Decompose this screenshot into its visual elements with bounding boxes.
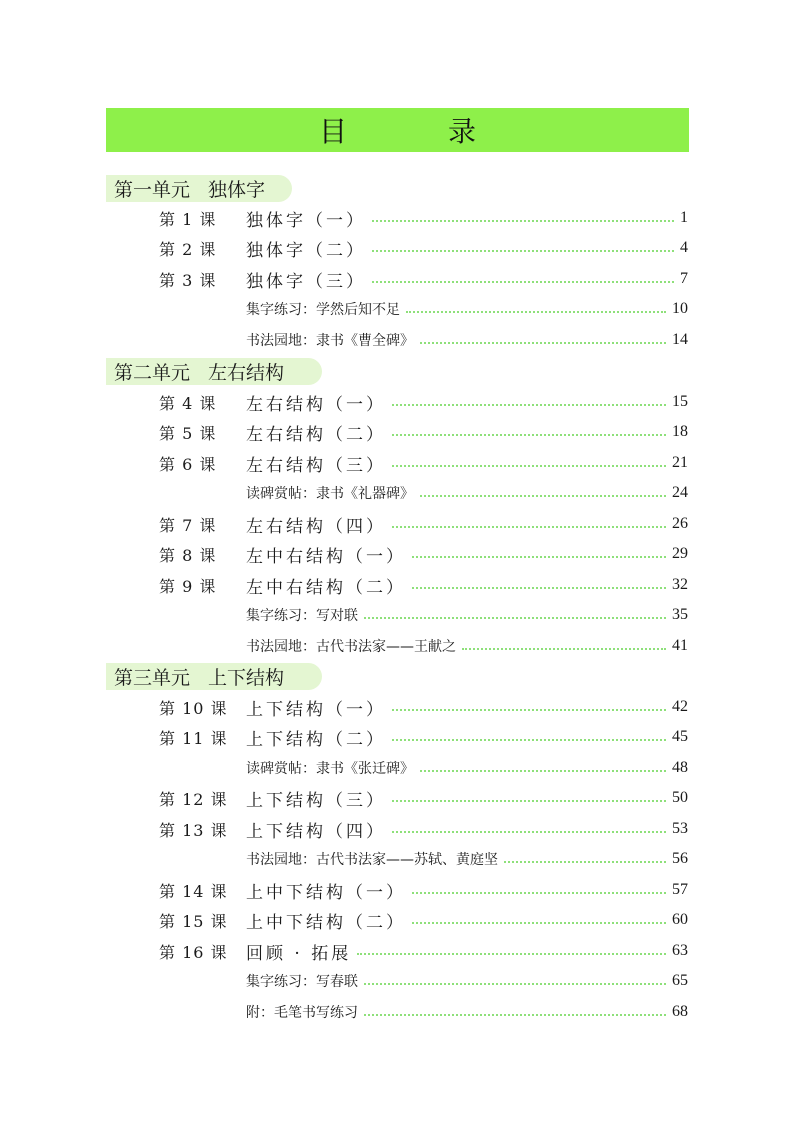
page-number: 48: [672, 759, 688, 776]
dot-leader: [412, 892, 666, 894]
lesson-number: 第 16 课: [159, 942, 228, 962]
toc-entry[interactable]: [0, 327, 800, 353]
dot-leader: [364, 983, 666, 985]
dot-leader: [420, 770, 666, 772]
page-title: 目 录: [319, 115, 522, 148]
toc-entry[interactable]: [0, 938, 800, 964]
toc-entry[interactable]: [0, 511, 800, 537]
lesson-number: 第 8 课: [159, 545, 217, 565]
toc-title-bar: [106, 108, 689, 152]
lesson-number: 第 9 课: [159, 576, 217, 596]
lesson-number: 第 4 课: [159, 393, 217, 413]
dot-leader: [420, 342, 666, 344]
lesson-title: 左右结构（一）: [246, 394, 386, 415]
page-number: 56: [672, 850, 688, 867]
section-title: 书法园地：古代书法家——苏轼、黄庭坚: [246, 852, 498, 868]
page-number: 1: [680, 209, 688, 226]
lesson-title: 回顾 · 拓展: [246, 943, 352, 964]
lesson-title: 上下结构（四）: [246, 821, 386, 842]
page-number: 32: [672, 576, 688, 593]
toc-entry[interactable]: [0, 205, 800, 231]
lesson-number: 第 3 课: [159, 270, 217, 290]
dot-leader: [412, 587, 666, 589]
toc-entry[interactable]: [0, 877, 800, 903]
dot-leader: [406, 311, 666, 313]
dot-leader: [462, 648, 666, 650]
page-number: 50: [672, 789, 688, 806]
page-number: 15: [672, 393, 688, 410]
lesson-number: 第 7 课: [159, 515, 217, 535]
dot-leader: [372, 281, 674, 283]
toc-entry[interactable]: [0, 907, 800, 933]
dot-leader: [392, 800, 666, 802]
lesson-number: 第 10 课: [159, 698, 228, 718]
page-number: 29: [672, 545, 688, 562]
page-number: 24: [672, 484, 688, 501]
lesson-number: 第 2 课: [159, 239, 217, 259]
page-number: 21: [672, 454, 688, 471]
toc-entry[interactable]: [0, 450, 800, 476]
lesson-title: 左中右结构（一）: [246, 546, 406, 567]
dot-leader: [372, 250, 674, 252]
unit-heading[interactable]: [106, 663, 322, 690]
unit-label: 第一单元: [114, 179, 191, 201]
page-number: 4: [680, 239, 688, 256]
lesson-title: 独体字（三）: [246, 271, 366, 292]
page-number: 68: [672, 1003, 688, 1020]
lesson-title: 独体字（一）: [246, 210, 366, 231]
toc-entry[interactable]: [0, 968, 800, 994]
page-number: 35: [672, 606, 688, 623]
page-number: 18: [672, 423, 688, 440]
section-title: 书法园地：隶书《曹全碑》: [246, 333, 414, 349]
page-number: 26: [672, 515, 688, 532]
dot-leader: [504, 861, 666, 863]
toc-entry[interactable]: [0, 602, 800, 628]
unit-heading[interactable]: [106, 175, 292, 202]
page-number: 10: [672, 300, 688, 317]
toc-entry[interactable]: [0, 480, 800, 506]
lesson-number: 第 11 课: [159, 728, 228, 748]
toc-entry[interactable]: [0, 846, 800, 872]
unit-name: 左右结构: [208, 362, 285, 384]
dot-leader: [364, 1014, 666, 1016]
toc-entry[interactable]: [0, 999, 800, 1025]
lesson-title: 左中右结构（二）: [246, 577, 406, 598]
toc-entry[interactable]: [0, 694, 800, 720]
toc-entry[interactable]: [0, 266, 800, 292]
lesson-title: 上中下结构（一）: [246, 882, 406, 903]
section-title: 读碑赏帖：隶书《礼器碑》: [246, 486, 414, 502]
dot-leader: [364, 617, 666, 619]
lesson-number: 第 12 课: [159, 789, 228, 809]
section-title: 集字练习：写春联: [246, 974, 358, 990]
toc-entry[interactable]: [0, 389, 800, 415]
dot-leader: [357, 953, 666, 955]
toc-entry[interactable]: [0, 419, 800, 445]
toc-entry[interactable]: [0, 572, 800, 598]
toc-entry[interactable]: [0, 235, 800, 261]
page-number: 53: [672, 820, 688, 837]
lesson-title: 左右结构（四）: [246, 516, 386, 537]
lesson-title: 左右结构（三）: [246, 455, 386, 476]
section-title: 集字练习：写对联: [246, 608, 358, 624]
unit-label: 第三单元: [114, 667, 191, 689]
dot-leader: [420, 495, 666, 497]
unit-name: 独体字: [208, 179, 266, 201]
dot-leader: [412, 556, 666, 558]
dot-leader: [372, 220, 674, 222]
section-title: 附：毛笔书写练习: [246, 1005, 358, 1021]
lesson-number: 第 13 课: [159, 820, 228, 840]
toc-entry[interactable]: [0, 724, 800, 750]
page-number: 14: [672, 331, 688, 348]
toc-entry[interactable]: [0, 785, 800, 811]
lesson-number: 第 5 课: [159, 423, 217, 443]
lesson-title: 上下结构（一）: [246, 699, 386, 720]
unit-label: 第二单元: [114, 362, 191, 384]
dot-leader: [412, 922, 666, 924]
toc-entry[interactable]: [0, 633, 800, 659]
unit-name: 上下结构: [208, 667, 285, 689]
lesson-number: 第 15 课: [159, 911, 228, 931]
toc-entry[interactable]: [0, 541, 800, 567]
page-number: 57: [672, 881, 688, 898]
lesson-title: 上下结构（三）: [246, 790, 386, 811]
dot-leader: [392, 739, 666, 741]
unit-heading[interactable]: [106, 358, 322, 385]
page-number: 60: [672, 911, 688, 928]
lesson-title: 上下结构（二）: [246, 729, 386, 750]
page-number: 65: [672, 972, 688, 989]
lesson-title: 独体字（二）: [246, 240, 366, 261]
toc-entry[interactable]: [0, 755, 800, 781]
page-number: 42: [672, 698, 688, 715]
page-number: 63: [672, 942, 688, 959]
lesson-title: 上中下结构（二）: [246, 912, 406, 933]
lesson-number: 第 14 课: [159, 881, 228, 901]
page-number: 41: [672, 637, 688, 654]
page-number: 45: [672, 728, 688, 745]
toc-entry[interactable]: [0, 296, 800, 322]
dot-leader: [392, 526, 666, 528]
lesson-number: 第 1 课: [159, 209, 217, 229]
toc-entry[interactable]: [0, 816, 800, 842]
dot-leader: [392, 434, 666, 436]
dot-leader: [392, 709, 666, 711]
dot-leader: [392, 831, 666, 833]
section-title: 集字练习：学然后知不足: [246, 302, 400, 318]
lesson-number: 第 6 课: [159, 454, 217, 474]
section-title: 读碑赏帖：隶书《张迁碑》: [246, 761, 414, 777]
dot-leader: [392, 404, 666, 406]
section-title: 书法园地：古代书法家——王献之: [246, 639, 456, 655]
dot-leader: [392, 465, 666, 467]
lesson-title: 左右结构（二）: [246, 424, 386, 445]
page-number: 7: [680, 270, 688, 287]
